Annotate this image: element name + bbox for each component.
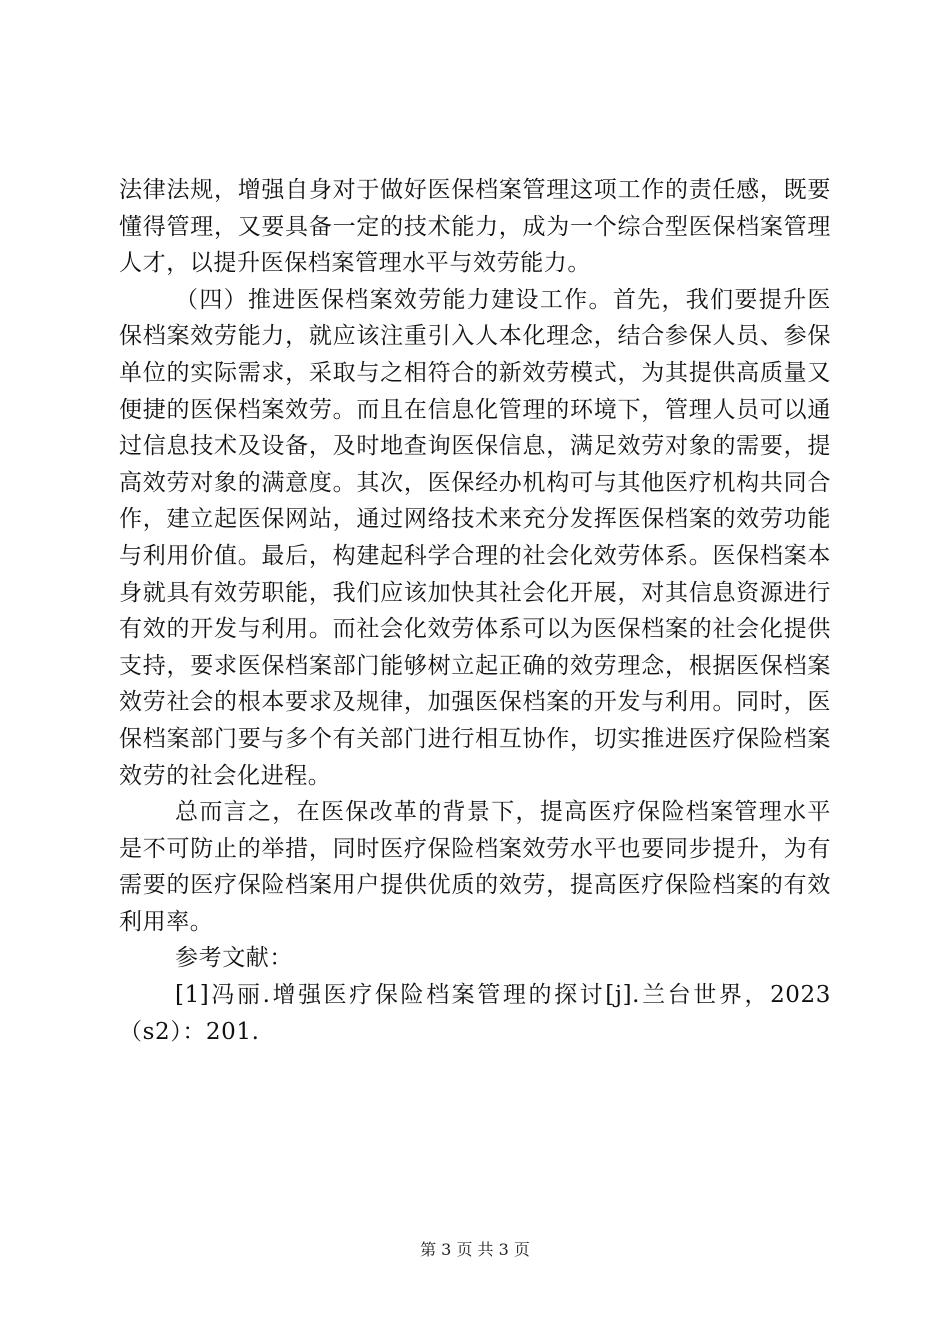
references-heading: 参考文献： [175, 945, 293, 972]
paragraph-conclusion: 总而言之，在医保改革的背景下，提高医疗保险档案管理水平是不可防止的举措，同时医疗保险档案效劳水平也要同步提升，为有需要的医疗保险档案用户提供优质的效劳，提高医疗保险档案的有效利用率。 [119, 799, 831, 935]
body-text [119, 172, 831, 1050]
paragraph-continuation: 法律法规，增强自身对于做好医保档案管理这项工作的责任感，既要懂得管理，又要具备一定的技术能力，成为一个综合型医保档案管理人才，以提升医保档案管理水平与效劳能力。 [119, 177, 831, 277]
paragraph-service-capacity: （四）推进医保档案效劳能力建设工作。首先，我们要提升医保档案效劳能力，就应该注重引入人本化理念，结合参保人员、参保单位的实际需求，采取与之相符合的新效劳模式，为其提供高质量又便捷的医保档案效劳。而且在信息化管理的环境下，管理人员可以通过信息技术及设备，及时地查询医保信息，满足效劳对象的需要，提高效劳对象的满意度。其次，医保经办机构可与其他医疗机构共同合作，建立起医保网站，通过网络技术来充分发挥医保档案的效劳功能与利用价值。最后，构建起科学合理的社会化效劳体系。医保档案本身就具有效劳职能，我们应该加快其社会化开展，对其信息资源进行有效的开发与利用。而社会化效劳体系可以为医保档案的社会化提供支持，要求医保档案部门能够树立起正确的效劳理念，根据医保档案效劳社会的根本要求及规律，加强医保档案的开发与利用。同时，医保档案部门要与多个有关部门进行相互协作，切实推进医疗保险档案效劳的社会化进程。 [119, 286, 831, 789]
reference-entry: [1]冯丽.增强医疗保险档案管理的探讨[j].兰台世界，2023（s2）：201. [119, 982, 831, 1045]
page-footer: 第 3 页 共 3 页 [420, 1240, 530, 1259]
